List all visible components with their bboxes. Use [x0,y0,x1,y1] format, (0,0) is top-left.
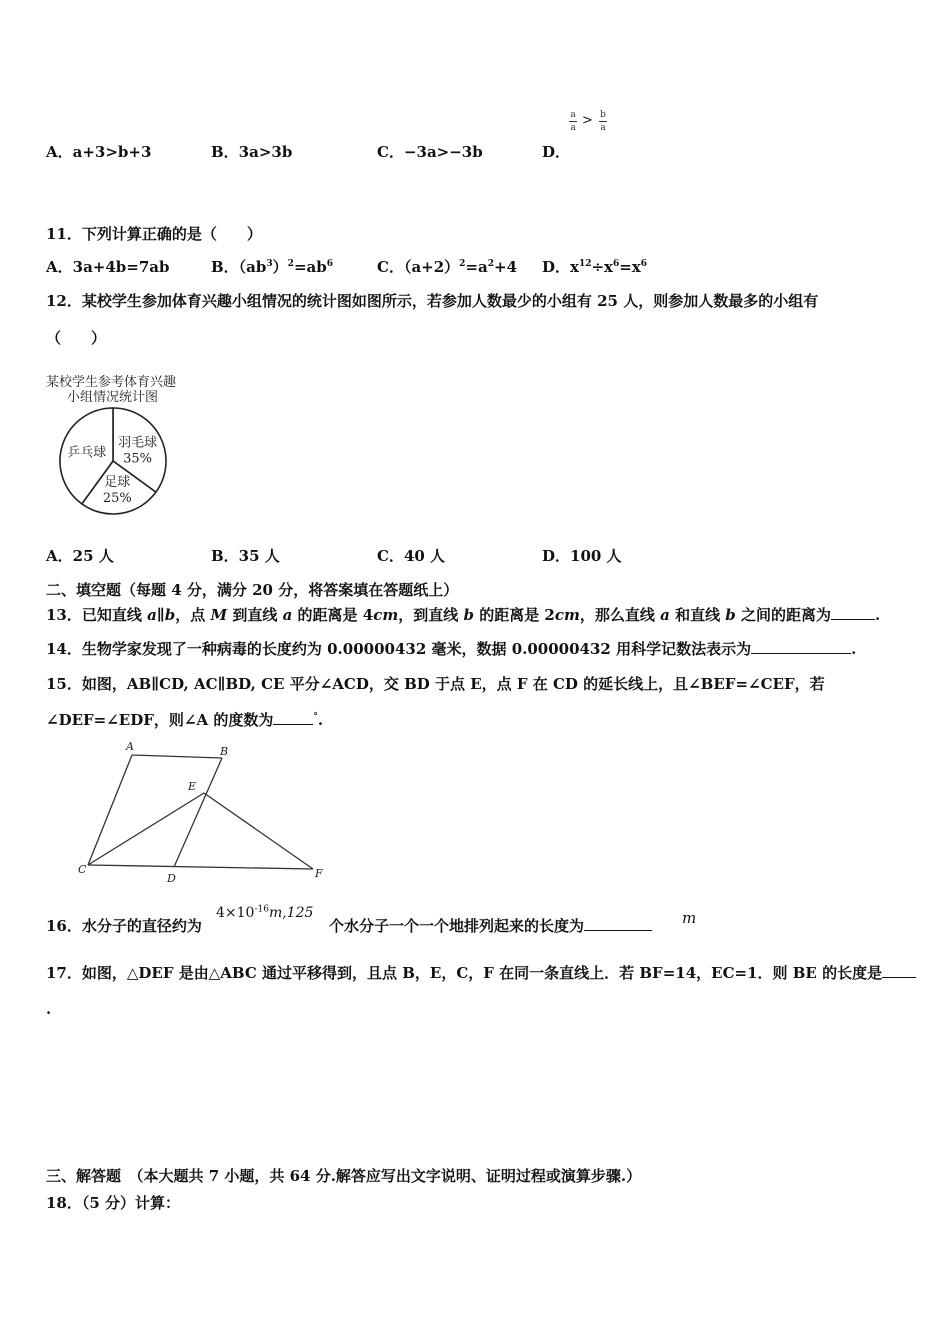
q10-option-b: B．3a>3b [211,143,293,161]
q11-option-d: D．$x^{12}\div x^6=x^6$ [542,258,648,276]
point-label-f: F [315,867,323,880]
q11-option-a: A．3a+4b=7ab [46,258,170,276]
q13-answer-blank[interactable] [831,607,875,620]
segment-ef [204,793,313,869]
q16-answer-blank[interactable] [584,918,652,931]
q11-option-c: C．$(a+2)^2=a^2+4$ [377,258,518,276]
q10-option-d-gt: > [582,113,593,128]
pie-chart-title-line2: 小组情况统计图 [67,390,159,405]
pie-slice-label: 羽毛球 [118,435,158,451]
q12-option-c: C．40 人 [377,547,446,565]
pie-slice-value-label: 35% [123,451,153,467]
pie-slice-label: 乒乓球 [67,445,107,461]
q10-option-c: C．−3a>−3b [377,143,483,161]
segment-bd [174,758,222,867]
q16-text-start: 16．水分子的直径约为 [46,917,202,935]
q17-answer-blank[interactable] [882,965,916,978]
point-label-c: C [78,863,87,876]
q16-text-end: 个水分子一个一个地排列起来的长度为 [329,915,652,936]
q15-answer-blank[interactable] [273,712,313,725]
q15-line1: 15．如图，AB∥CD, AC∥BD, CE 平分∠ACD，交 BD 于点 E，点 F 在 CD 的延长线上，且∠BEF=∠CEF，若 [46,675,825,693]
q18-text: 18．（5 分）计算： [46,1194,181,1212]
q10-option-d-right-fraction: b a [600,110,606,133]
pie-chart [55,405,175,521]
q10-option-a: A．a+3>b+3 [46,143,152,161]
q17-end: . [46,1000,52,1018]
q13-text: 13．已知直线 a∥b，点 M 到直线 a 的距离是 4cm，到直线 b 的距离是 2cm，那么直线 a 和直线 b 之间的距离为 . [46,606,881,624]
q12-option-b: B．35 人 [211,547,280,565]
point-label-a: A [126,740,134,753]
segment-ac [88,755,132,865]
q12-paren: （ ） [46,329,107,347]
section3-heading: 三、解答题 （本大题共 7 小题，共 64 分.解答应写出文字说明、证明过程或演算步骤.） [46,1167,642,1185]
section2-heading: 二、填空题（每题 4 分，满分 20 分，将答案填在答题纸上） [46,581,459,599]
segment-cf [88,865,313,869]
point-label-b: B [220,745,229,758]
pie-slice-value-label: 25% [102,491,132,507]
q15-line2: ∠DEF=∠EDF，则∠A 的度数为 °. [46,711,324,729]
q10-option-d-left-fraction: a a [570,110,576,133]
point-label-d: D [167,872,176,885]
q16-math: $4\times 10^{-16}m,125$ [216,904,314,921]
q15-geometry-figure [70,738,340,888]
q12-stem: 12．某校学生参加体育兴趣小组情况的统计图如图所示，若参加人数最少的小组有 25 人，则参加人数最多的小组有 [46,292,819,310]
q17-text: 17．如图，△DEF 是由△ABC 通过平移得到，且点 B，E，C，F 在同一条直线上．若 BF=14，EC=1．则 BE 的长度是 [46,962,916,983]
q11-option-b: B．$(ab^3)^2=ab^6$ [211,258,333,276]
pie-slice-label: 足球 [104,475,131,491]
q10-option-d: D． [542,143,571,161]
pie-chart-title-line1: 某校学生参考体育兴趣 [46,375,177,390]
q16-unit: m [682,909,697,927]
segment-ce [88,793,204,865]
q11-stem: 11．下列计算正确的是（ ） [46,225,262,243]
point-label-e: E [188,780,197,793]
segment-ab [132,755,222,758]
q14-text: 14．生物学家发现了一种病毒的长度约为 0.00000432 毫米，数据 0.00000432 用科学记数法表示为 . [46,640,857,658]
q12-option-a: A．25 人 [46,547,114,565]
q12-option-d: D．100 人 [542,547,622,565]
q14-answer-blank[interactable] [751,641,851,654]
